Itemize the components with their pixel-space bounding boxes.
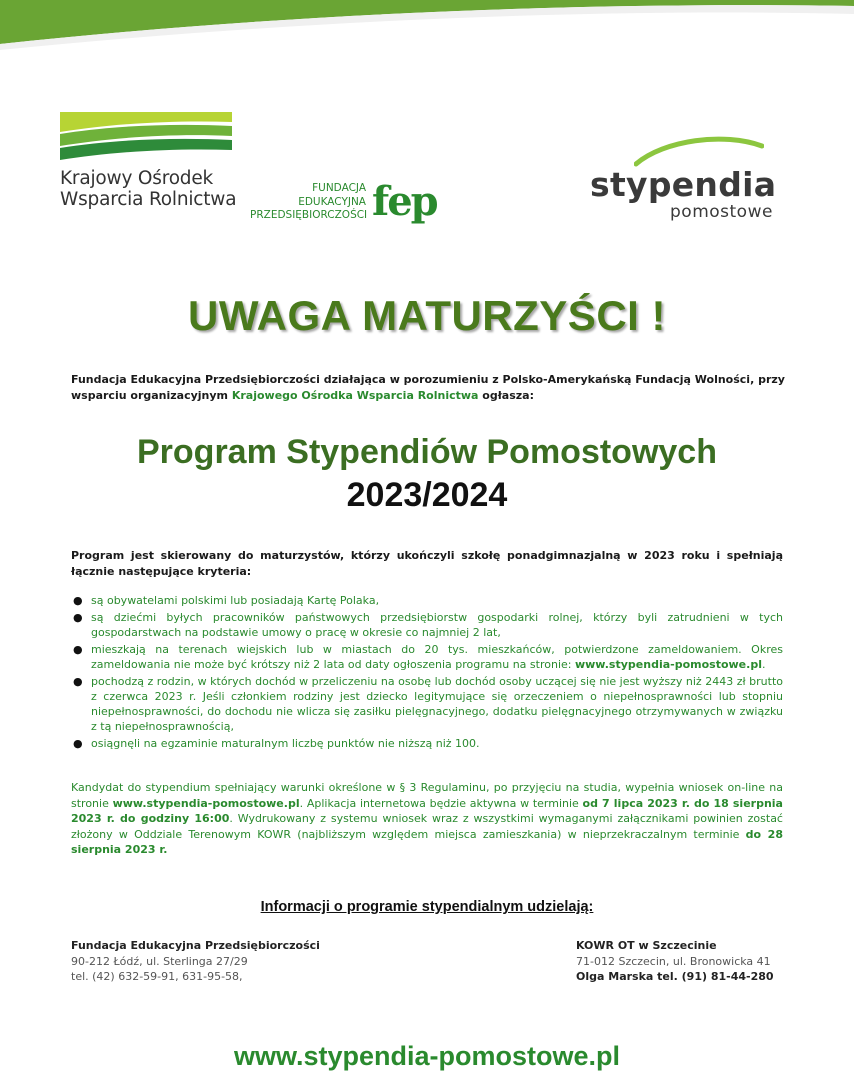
header-swoosh bbox=[0, 0, 854, 50]
contact-fep: Fundacja Edukacyjna Przedsiębiorczości 90-212 Łódź, ul. Sterlinga 27/29 tel. (42) 632-59-91, 631-95-58, bbox=[71, 938, 401, 985]
fep-name: FUNDACJA EDUKACYJNA PRZEDSIĘBIORCZOŚCI bbox=[250, 182, 368, 221]
info-heading: Informacji o programie stypendialnym udzielają: bbox=[260, 899, 594, 915]
kowr-highlight: Krajowego Ośrodka Wsparcia Rolnictwa bbox=[231, 389, 479, 402]
list-item: ● są dziećmi byłych pracowników państwowych przedsiębiorstw gospodarki rolnej, którzy byli zatrudnieni w tych gospodarstwach na podstawie umowy o pracę w okresie co najmniej 2 lat, bbox=[73, 610, 783, 639]
criteria-list bbox=[71, 593, 783, 753]
application-info: Kandydat do stypendium spełniający warunki określone w § 3 Regulaminu, po przyjęciu na studia, wypełnia wniosek on-line na stronie www.stypendia-pomostowe.pl. Aplikacja internetowa będzie aktywna w terminie od 7 lipca 2023 r. do 18 sierpnia 2023 r. do godziny 16:00. Wydrukowany z systemu wniosek wraz z wszystkimi wymaganymi załącznikami powinien zostać złożony w Oddziale Terenowym KOWR (najbliższym względem miejsca zamieszkania) w nieprzekraczalnym terminie do 28 sierpnia 2023 r. bbox=[71, 781, 783, 856]
stypendia-wordmark: stypendia bbox=[590, 165, 777, 204]
stypendia-pomostowe-logo bbox=[588, 134, 803, 229]
contact-phone[interactable]: tel. (42) 632-59-91, 631-95-58, bbox=[71, 970, 243, 983]
bullet-icon: ● bbox=[73, 674, 83, 688]
list-item: ● pochodzą z rodzin, w których dochód w przeliczeniu na osobę lub dochód osoby uczącej się nie jest wyższy niż 2443 zł brutto z czerwca 2023 r. Jeśli członkiem rodziny jest dziecko legitymujące się orzeczeniem o niepełnosprawności lub stopniu niepełnosprawności, do dochodu nie wlicza się zasiłku pielęgnacyjnego, dodatku pielęgnacyjnego otrzymywanych w związku z tą niepełnosprawnością, bbox=[73, 674, 783, 734]
list-item: ● są obywatelami polskimi lub posiadają Kartę Polaka, bbox=[73, 594, 380, 607]
kowr-logo bbox=[60, 112, 235, 212]
bullet-icon: ● bbox=[73, 642, 83, 656]
footer-website-link[interactable]: www.stypendia-pomostowe.pl bbox=[233, 1041, 621, 1071]
list-item: ● osiągnęli na egzaminie maturalnym liczbę punktów nie niższą niż 100. bbox=[73, 736, 480, 750]
intro-paragraph: Fundacja Edukacyjna Przedsiębiorczości działająca w porozumieniu z Polsko-Amerykańską Fundacją Wolności, przy wsparciu organizacyjnym Krajowego Ośrodka Wsparcia Rolnictwa ogłasza: bbox=[71, 373, 785, 402]
fep-logo bbox=[250, 178, 437, 230]
application-deadline: do 28 sierpnia 2023 r. bbox=[71, 827, 783, 856]
kowr-fields-icon bbox=[60, 112, 232, 164]
fep-mark: fep bbox=[372, 178, 437, 225]
pomostowe-wordmark: pomostowe bbox=[670, 202, 773, 222]
kowr-name: Krajowy Ośrodek Wsparcia Rolnictwa bbox=[60, 168, 237, 210]
bullet-icon: ● bbox=[73, 736, 83, 750]
bullet-icon: ● bbox=[73, 594, 83, 607]
application-website-link[interactable]: www.stypendia-pomostowe.pl bbox=[112, 796, 300, 810]
criteria-intro: Program jest skierowany do maturzystów, którzy ukończyli szkołę ponadgimnazjalną w 2023 roku i spełniają łącznie następujące kryteria: bbox=[71, 549, 783, 578]
bullet-icon: ● bbox=[73, 610, 83, 624]
program-year: 2023/2024 bbox=[346, 476, 508, 514]
contact-phone[interactable]: Olga Marska tel. (91) 81-44-280 bbox=[576, 970, 774, 983]
headline: UWAGA MATURZYŚCI ! bbox=[188, 292, 666, 339]
list-item: ● mieszkają na terenach wiejskich lub w miastach do 20 tys. mieszkańców, potwierdzone zameldowaniem. Okres zameldowania nie może być krótszy niż 2 lata od daty ogłoszenia programu na stronie: www.stypendia-pomostowe.pl. bbox=[73, 642, 783, 671]
program-title: Program Stypendiów Pomostowych bbox=[137, 433, 717, 471]
program-website-link[interactable]: www.stypendia-pomostowe.pl bbox=[574, 657, 762, 671]
application-dates: od 7 lipca 2023 r. do 18 sierpnia 2023 r. do godziny 16:00 bbox=[71, 796, 783, 825]
contact-kowr: KOWR OT w Szczecinie 71-012 Szczecin, ul. Bronowicka 41 Olga Marska tel. (91) 81-44-280 bbox=[576, 938, 806, 985]
arc-icon bbox=[634, 134, 764, 168]
